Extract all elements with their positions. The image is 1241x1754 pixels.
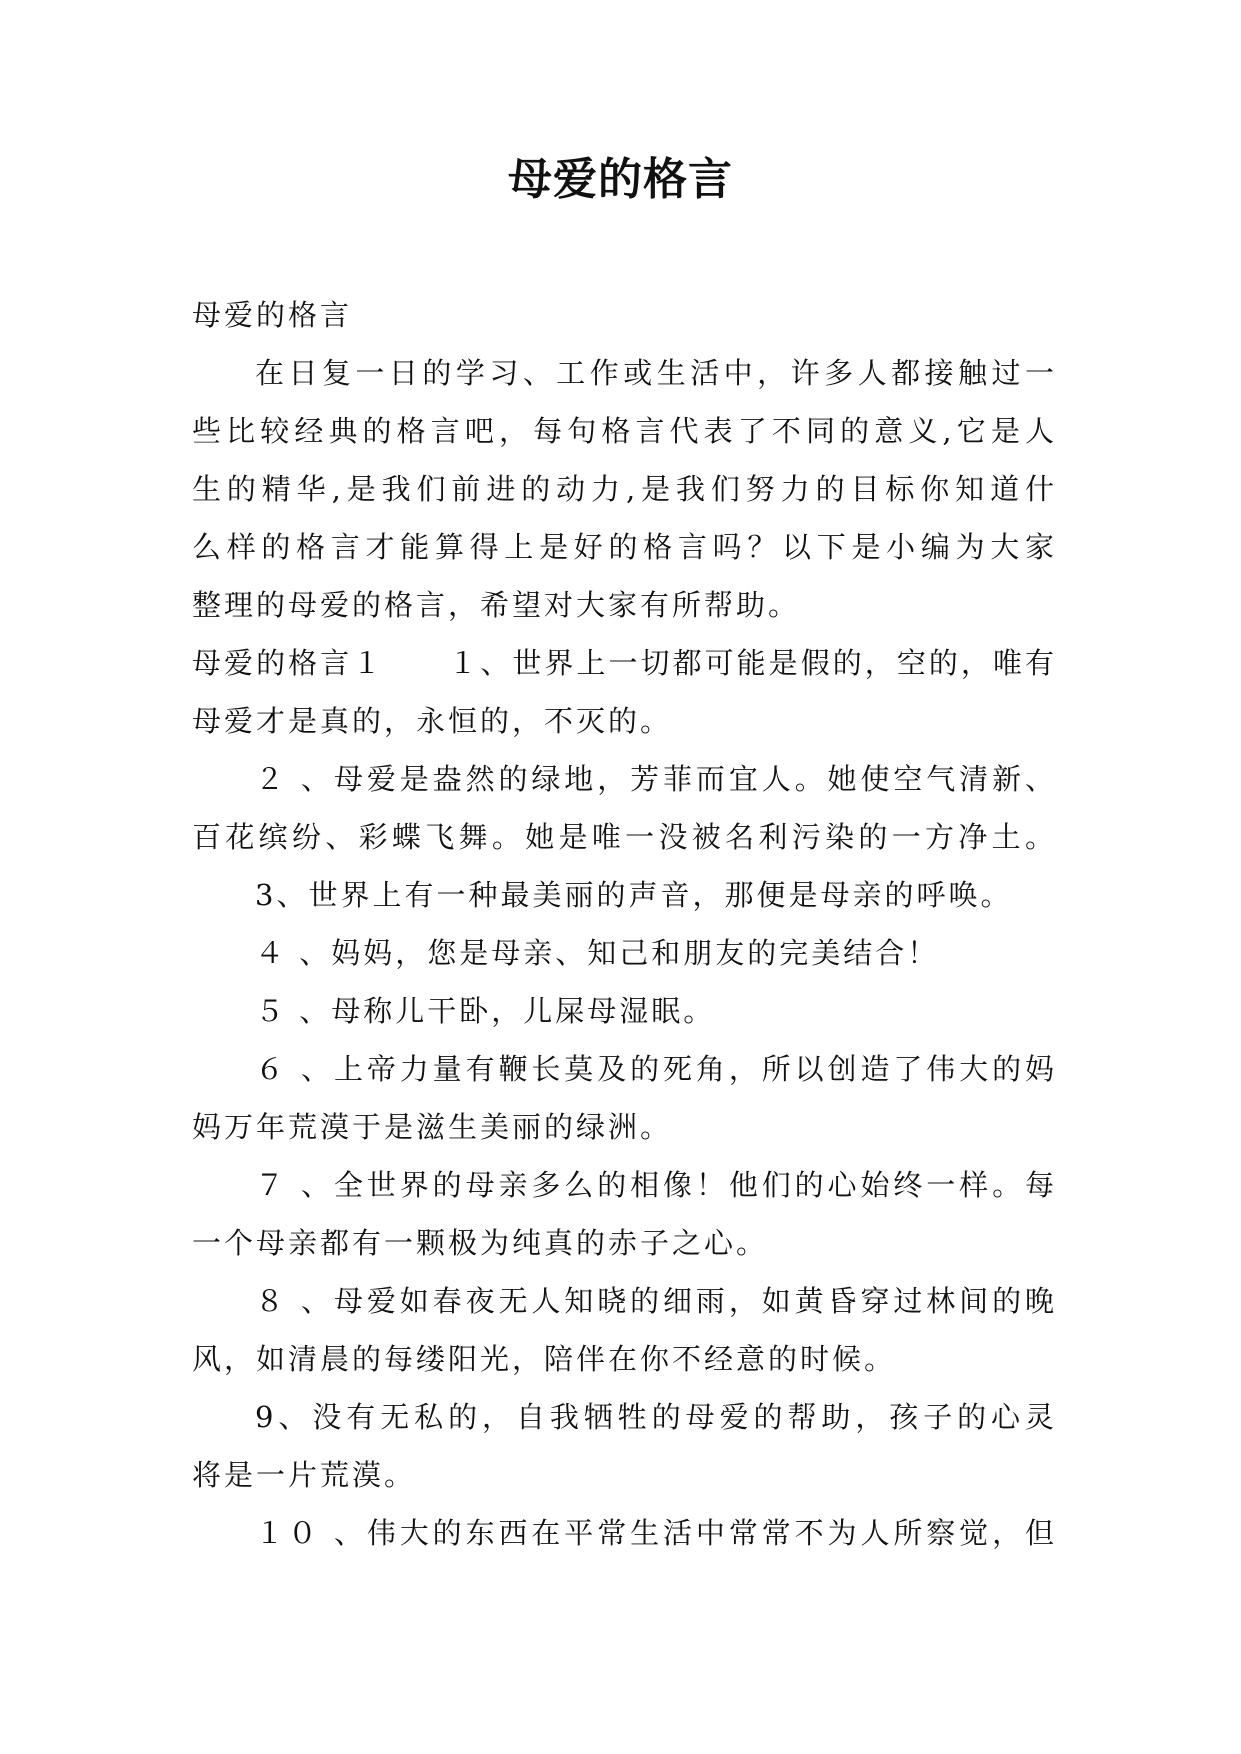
text-line: 么样的格言才能算得上是好的格言吗？以下是小编为大家 — [192, 530, 1054, 564]
text-line: 将是一片荒漠。 — [192, 1458, 417, 1492]
text-line: ５ 、母称儿干卧，儿屎母湿眠。 — [255, 994, 716, 1028]
text-line: 风，如清晨的每缕阳光，陪伴在你不经意的时候。 — [192, 1342, 897, 1376]
text-line: 9、没有无私的，自我牺牲的母爱的帮助，孩子的心灵 — [255, 1400, 1054, 1434]
text-line: １０ 、伟大的东西在平常生活中常常不为人所察觉，但 — [255, 1516, 1054, 1550]
text-line: 3、世界上有一种最美丽的声音，那便是母亲的呼唤。 — [255, 878, 1013, 912]
text-line: 妈万年荒漠于是滋生美丽的绿洲。 — [192, 1110, 673, 1144]
text-line: ７ 、全世界的母亲多么的相像！他们的心始终一样。每 — [255, 1168, 1054, 1202]
document-title: 母爱的格言 — [508, 154, 733, 205]
text-line: 母爱才是真的，永恒的，不灭的。 — [192, 704, 673, 738]
text-line: ２ 、母爱是盎然的绿地，芳菲而宜人。她使空气清新、 — [255, 762, 1054, 796]
document-body — [192, 286, 1054, 1562]
text-line: ８ 、母爱如春夜无人知晓的细雨，如黄昏穿过林间的晚 — [255, 1284, 1054, 1318]
text-line: ６ 、上帝力量有鞭长莫及的死角，所以创造了伟大的妈 — [255, 1052, 1054, 1086]
text-line: 母爱的格言 — [192, 298, 353, 332]
text-line: 些比较经典的格言吧，每句格言代表了不同的意义,它是人 — [192, 414, 1054, 448]
text-line: ４ 、妈妈，您是母亲、知己和朋友的完美结合！ — [255, 936, 940, 970]
text-line: 百花缤纷、彩蝶飞舞。她是唯一没被名利污染的一方净土。 — [192, 820, 1054, 854]
text-line: 生的精华,是我们前进的动力,是我们努力的目标你知道什 — [192, 472, 1054, 506]
text-line: 母爱的格言１ １、世界上一切都可能是假的，空的，唯有 — [192, 646, 1054, 680]
text-line: 整理的母爱的格言，希望对大家有所帮助。 — [192, 588, 801, 622]
text-line: 一个母亲都有一颗极为纯真的赤子之心。 — [192, 1226, 769, 1260]
text-line: 在日复一日的学习、工作或生活中，许多人都接触过一 — [255, 356, 1054, 390]
